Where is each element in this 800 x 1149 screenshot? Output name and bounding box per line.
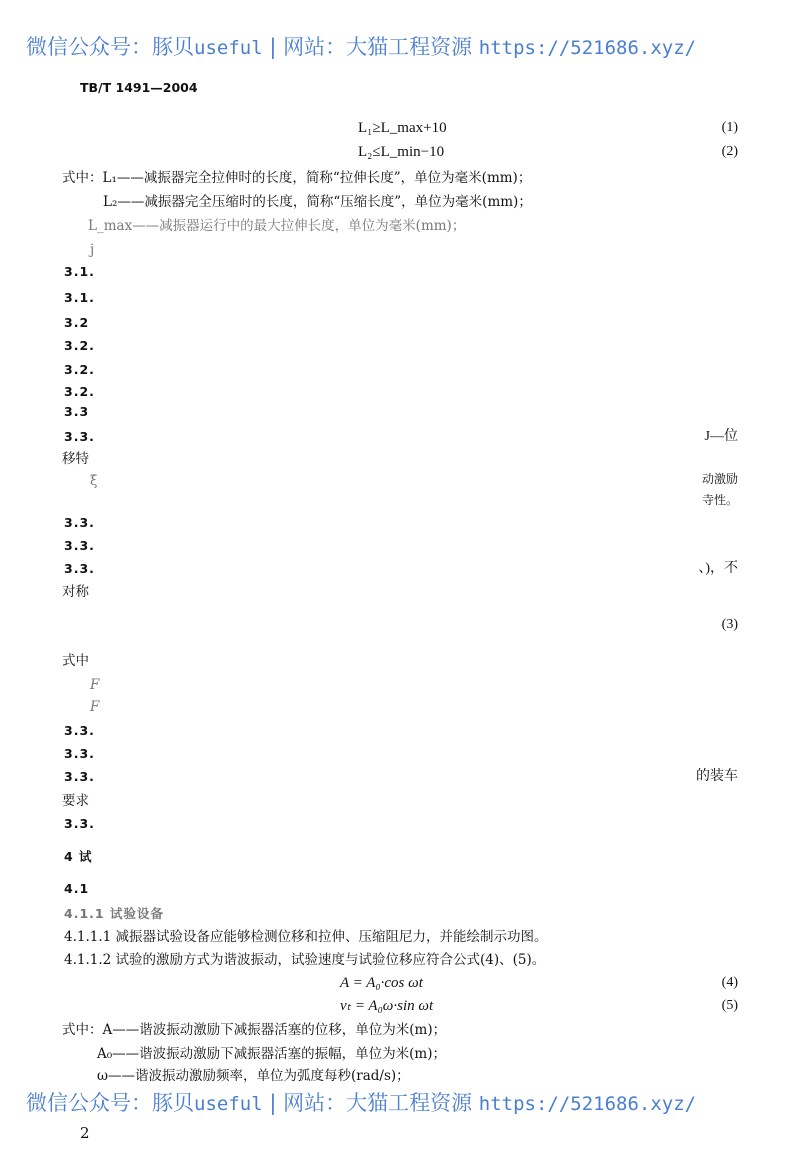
clause-number: 3.3. bbox=[64, 429, 95, 444]
text-fragment: j bbox=[90, 242, 95, 258]
definition-line: 式中：A——谐波振动激励下减振器活塞的位移，单位为米(m)； bbox=[62, 1022, 447, 1038]
clause-heading: 4.1.1 试验设备 bbox=[64, 906, 164, 921]
watermark-text: useful bbox=[194, 37, 263, 59]
watermark-text: | bbox=[262, 1091, 284, 1115]
clause-number: 3.1. bbox=[64, 290, 95, 305]
clause-number: 3.2. bbox=[64, 338, 95, 353]
clause-text: 4.1.1.2 试验的激励方式为谐波振动，试验速度与试验位移应符合公式(4)、(5)。 bbox=[64, 952, 546, 968]
text-fragment: 移特 bbox=[62, 451, 89, 467]
equation-4: A = A₀·cos ωt bbox=[340, 975, 423, 991]
definition-line: 式中：L₁——减振器完全拉伸时的长度，简称“拉伸长度”，单位为毫米(mm)； bbox=[62, 170, 532, 186]
equation-number: (2) bbox=[721, 144, 738, 159]
watermark-text: 微信公众号：豚贝 bbox=[26, 35, 194, 59]
equation-number: (3) bbox=[721, 617, 738, 632]
watermark-text: 网站：大猫工程资源 bbox=[283, 35, 479, 59]
definition-line: A₀——谐波振动激励下减振器活塞的振幅，单位为米(m)； bbox=[97, 1046, 446, 1062]
section-heading: 4 试 bbox=[64, 849, 93, 864]
clause-number: 3.1. bbox=[64, 264, 95, 279]
watermark-text: useful bbox=[194, 1093, 263, 1115]
equation-5: vₜ = A₀ω·sin ωt bbox=[340, 998, 434, 1014]
watermark-text: 网站：大猫工程资源 bbox=[283, 1091, 479, 1115]
watermark-bottom bbox=[26, 1090, 696, 1117]
text-fragment: 、)，不 bbox=[698, 561, 738, 576]
text-fragment: 的装车 bbox=[696, 769, 738, 784]
text-fragment: ξ bbox=[90, 473, 98, 489]
watermark-url[interactable]: https://521686.xyz/ bbox=[478, 37, 697, 59]
text-fragment: 对称 bbox=[62, 584, 89, 600]
definition-line: L_max——减振器运行中的最大拉伸长度，单位为毫米(mm)； bbox=[88, 218, 466, 234]
definition-line: ω——谐波振动激励频率，单位为弧度每秒(rad/s)； bbox=[97, 1068, 410, 1084]
equation-number: (5) bbox=[721, 998, 738, 1013]
page-number: 2 bbox=[80, 1124, 90, 1142]
text-fragment: 寺性。 bbox=[701, 493, 738, 507]
standard-number-header: TB/T 1491—2004 bbox=[80, 80, 198, 95]
equation-number: (1) bbox=[721, 120, 738, 135]
text-fragment: F bbox=[90, 699, 100, 715]
watermark-url[interactable]: https://521686.xyz/ bbox=[478, 1093, 697, 1115]
clause-number: 3.2. bbox=[64, 362, 95, 377]
equation-number: (4) bbox=[721, 975, 738, 990]
watermark-text: | bbox=[262, 35, 284, 59]
clause-number: 4.1 bbox=[64, 881, 90, 896]
text-fragment: 动激励 bbox=[701, 472, 738, 486]
clause-number: 3.2 bbox=[64, 315, 90, 330]
clause-number: 3.3. bbox=[64, 723, 95, 738]
equation-2: L₂≤L_min−10 bbox=[358, 144, 445, 160]
clause-number: 3.3. bbox=[64, 561, 95, 576]
clause-text: 4.1.1.1 减振器试验设备应能够检测位移和拉伸、压缩阻尼力，并能绘制示功图。 bbox=[64, 929, 548, 945]
text-fragment: F bbox=[90, 677, 100, 693]
text-fragment: J—位 bbox=[704, 429, 738, 444]
watermark-top bbox=[26, 34, 696, 61]
text-fragment: 要求 bbox=[62, 793, 89, 809]
clause-number: 3.3. bbox=[64, 769, 95, 784]
clause-number: 3.3. bbox=[64, 746, 95, 761]
watermark-text: 微信公众号：豚贝 bbox=[26, 1091, 194, 1115]
text-fragment: 式中 bbox=[62, 653, 89, 669]
clause-number: 3.2. bbox=[64, 384, 95, 399]
equation-1: L₁≥L_max+10 bbox=[358, 120, 447, 136]
clause-number: 3.3. bbox=[64, 515, 95, 530]
clause-number: 3.3. bbox=[64, 816, 95, 831]
clause-number: 3.3. bbox=[64, 538, 95, 553]
definition-line: L₂——减振器完全压缩时的长度，简称“压缩长度”，单位为毫米(mm)； bbox=[103, 194, 532, 210]
clause-number: 3.3 bbox=[64, 404, 90, 419]
